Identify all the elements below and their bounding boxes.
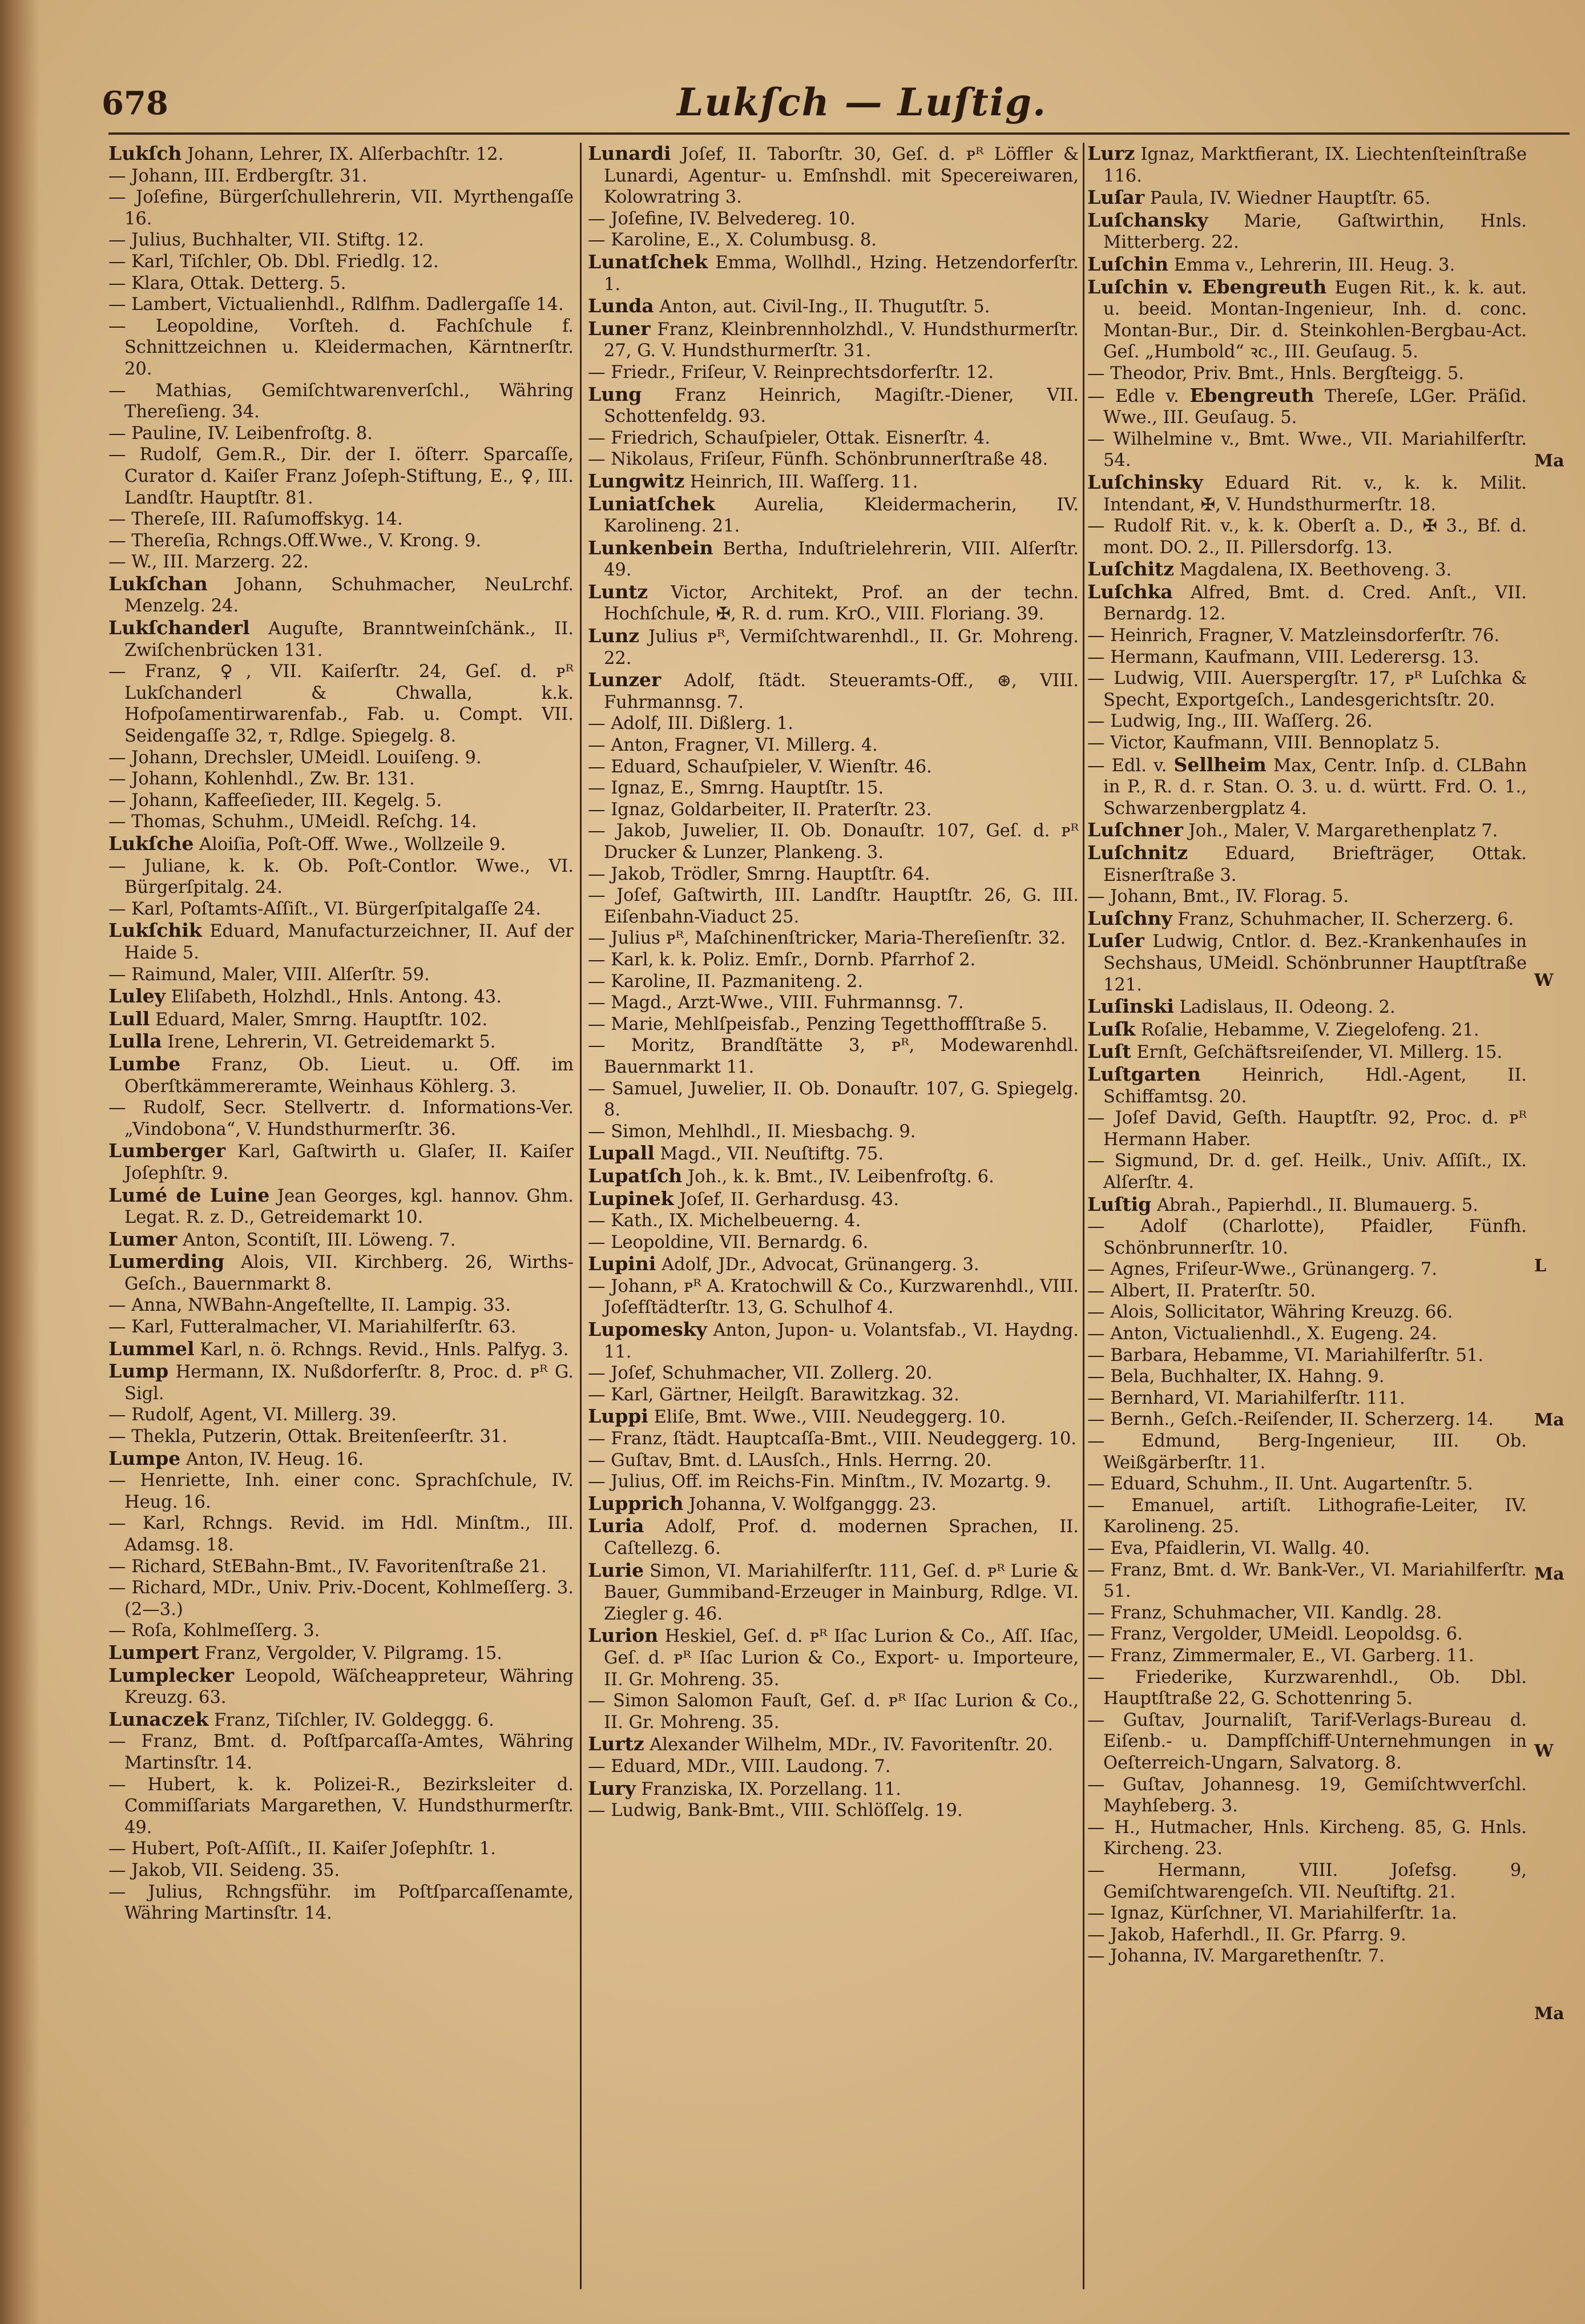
directory-entry: — Edl. v. Sellheim Max, Centr. Inſp. d. CLBahn in P., R. d. r. Stan. O. 3. u. d. württ. Frd. O. 1., Schwarzenbergplatz 4. [1087,753,1527,819]
directory-entry: — Moritz, Brandſtätte 3, ᴘᴿ, Modewarenhdl. Bauernmarkt 11. [588,1036,1079,1077]
facing-page-fragment: Ma [1534,1410,1564,1430]
directory-entry: — Franz, ſtädt. Hauptcaſſa-Bmt., VIII. Neudeggerg. 10. [588,1429,1076,1449]
directory-entry: Lung Franz Heinrich, Magiſtr.-Diener, VII. Schottenfeldg. 93. [588,382,1079,427]
directory-entry: Lumpert Franz, Vergolder, V. Pilgramg. 15. [108,1641,502,1664]
column-left [108,143,574,2301]
directory-entry: Lumberger Karl, Gaſtwirth u. Glaſer, II. Kaiſer Joſephſtr. 9. [108,1139,574,1183]
directory-entry: Lurie Simon, VI. Mariahilferſtr. 111, Geſ. d. ᴘᴿ Lurie & Bauer, Gummiband-Erzeuger in Mainburg, Rdlge. VI. Ziegler g. 46. [588,1558,1079,1624]
directory-entry: — Johann, Kohlenhdl., Zw. Br. 131. [108,769,415,790]
directory-entry: Luniatſchek Aurelia, Kleidermacherin, IV. Karolineng. 21. [588,492,1079,537]
directory-entry: Luſchny Franz, Schuhmacher, II. Scherzerg. 6. [1087,907,1514,929]
directory-entry: — Juliane, k. k. Ob. Poſt-Contlor. Wwe., VI. Bürgerſpitalg. 24. [108,856,574,898]
directory-entry: Lumbe Franz, Ob. Lieut. u. Off. im Oberſtkämmereramte, Weinhaus Köhlerg. 3. [108,1052,574,1097]
directory-entry: — Joſef, Schuhmacher, VII. Zollerg. 20. [588,1363,933,1384]
directory-entry: — Adolf (Charlotte), Pfaidler, Fünfh. Schönbrunnerſtr. 10. [1087,1217,1527,1258]
directory-entry: Lury Franziska, IX. Porzellang. 11. [588,1777,901,1799]
directory-entry: Lupini Adolf, JDr., Advocat, Grünangerg. 3. [588,1252,979,1275]
directory-entry: — Marie, Mehlſpeisfab., Penzing Tegetthoffſtraße 5. [588,1014,1048,1034]
directory-entry: — Guſtav, Bmt. d. LAusſch., Hnls. Herrng. 20. [588,1450,992,1471]
directory-entry: Luſar Paula, IV. Wiedner Hauptſtr. 65. [1087,186,1431,209]
directory-entry: — Johann, Kaffeeſieder, III. Kegelg. 5. [108,790,442,811]
directory-entry: — Leopoldine, VII. Bernardg. 6. [588,1232,869,1252]
directory-entry: — Johann, III. Erdbergſtr. 31. [108,166,368,186]
directory-entry: — Adolf, III. Dißlerg. 1. [588,714,793,734]
directory-entry: — Ignaz, E., Smrng. Hauptſtr. 15. [588,778,884,799]
directory-entry: — Jakob, Juwelier, II. Ob. Donauſtr. 107, Geſ. d. ᴘᴿ Drucker & Lunzer, Plankeng. 3. [588,821,1079,863]
directory-entry: Lurion Heskiel, Geſ. d. ᴘᴿ Iſac Lurion & Co., Aſſ. Iſac, Geſ. d. ᴘᴿ Iſac Lurion & Co., Export- u. Importeure, II. Gr. Mohreng. 35. [588,1624,1079,1690]
directory-entry: — Thekla, Putzerin, Ottak. Breitenſeerſtr. 31. [108,1427,507,1447]
directory-entry: Lukſchik Eduard, Manufacturzeichner, II. Auf der Haide 5. [108,919,574,963]
column-middle [588,143,1079,2301]
directory-entry: — Bernhard, VI. Mariahilferſtr. 111. [1087,1388,1405,1408]
directory-entry: — Friedrich, Schauſpieler, Ottak. Eisnerſtr. 4. [588,428,990,448]
directory-entry: — Theodor, Priv. Bmt., Hnls. Bergſteigg. 5. [1087,363,1465,384]
directory-entry: — Edmund, Berg-Ingenieur, III. Ob. Weißgärberſtr. 11. [1087,1431,1527,1473]
directory-entry: Luſchansky Marie, Gaſtwirthin, Hnls. Mitterberg. 22. [1087,208,1527,253]
directory-entry: — Karl, Rchngs. Revid. im Hdl. Minſtm., III. Adamsg. 18. [108,1513,574,1555]
directory-entry: Luſer Ludwig, Cntlor. d. Bez.-Krankenhauſes in Sechshaus, UMeidl. Schönbrunner Hauptſtraße 121. [1087,929,1527,995]
directory-entry: — Eduard, MDr., VIII. Laudong. 7. [588,1756,891,1777]
directory-entry: — Jakob, VII. Seideng. 35. [108,1860,340,1880]
directory-entry: — Eduard, Schauſpieler, V. Wienſtr. 46. [588,756,932,777]
directory-entry: — Ludwig, Bank-Bmt., VIII. Schlöſſelg. 19. [588,1801,963,1821]
directory-entry: — Henriette, Inh. einer conc. Sprachſchule, IV. Heug. 16. [108,1471,574,1512]
directory-entry: — Franz, Vergolder, UMeidl. Leopoldsg. 6. [1087,1624,1463,1645]
directory-entry: — Bela, Buchhalter, IX. Hahng. 9. [1087,1367,1385,1387]
directory-entry: — Joſefine, Bürgerſchullehrerin, VII. Myrthengaſſe 16. [108,187,574,229]
directory-entry: Lupall Magd., VII. Neuſtiftg. 75. [588,1142,884,1165]
directory-entry: — Roſa, Kohlmeſſerg. 3. [108,1621,320,1641]
book-gutter [0,0,40,2324]
running-head: Lukſch — Luſtig. [676,80,1047,124]
directory-entry: Lumerding Alois, VII. Kirchberg. 26, Wirths-Geſch., Bauernmarkt 8. [108,1250,574,1294]
column-right [1087,143,1527,2301]
directory-entry: — Guſtav, Johannesg. 19, Gemiſchtwverſchl. Mayhſeberg. 3. [1087,1774,1527,1816]
directory-entry: Lukſch Johann, Lehrer, IX. Alſerbachſtr. 12. [108,143,504,164]
directory-entry: — Franz, Schuhmacher, VII. Kandlg. 28. [1087,1602,1442,1623]
directory-entry: — Emanuel, artiſt. Lithografie-Leiter, IV. Karolineng. 25. [1087,1495,1527,1537]
directory-entry: Lunatſchek Emma, Wollhdl., Hzing. Hetzendorferſtr. 1. [588,250,1079,295]
directory-entry: — Franz, Bmt. d. Wr. Bank-Ver., VI. Mariahilferſtr. 51. [1087,1560,1527,1602]
directory-entry: — Karl, Futteralmacher, VI. Mariahilferſtr. 63. [108,1317,517,1338]
directory-entry: — Joſefine, IV. Belvedereg. 10. [588,208,856,229]
directory-entry: Lukſchan Johann, Schuhmacher, NeuLrchf. Menzelg. 24. [108,572,574,617]
directory-entry: — Karl, Poſtamts-Aſſiſt., VI. Bürgerſpitalgaſſe 24. [108,899,541,919]
directory-entry: — Anton, Fragner, VI. Millerg. 4. [588,735,878,756]
directory-entry: Lurtz Alexander Wilhelm, MDr., IV. Favoritenſtr. 20. [588,1733,1054,1755]
directory-entry: Luſinski Ladislaus, II. Odeong. 2. [1087,995,1396,1018]
directory-entry: — Hubert, k. k. Polizei-R., Bezirksleiter d. Commiſſariats Margarethen, V. Hundsthurmerſtr. 49. [108,1774,574,1838]
directory-entry: — H., Hutmacher, Hnls. Kircheng. 85, G. Hnls. Kircheng. 23. [1087,1817,1527,1859]
facing-page-fragment: L [1534,1256,1547,1276]
directory-entry: — Julius ᴘᴿ, Maſchinenſtricker, Maria-Thereſienſtr. 32. [588,928,1066,949]
directory-entry: Lunkenbein Bertha, Induſtrielehrerin, VIII. Alſerſtr. 49. [588,536,1079,581]
directory-entry: — Hermann, VIII. Joſefsg. 9, Gemiſchtwarengeſch. VII. Neuſtiftg. 21. [1087,1860,1527,1902]
directory-entry: — Johann, Bmt., IV. Florag. 5. [1087,887,1349,907]
directory-entry: Lukſche Aloiſia, Poſt-Off. Wwe., Wollzeile 9. [108,832,506,855]
directory-entry: Lukſchanderl Auguſte, Branntweinſchänk., II. Zwiſchenbrücken 131. [108,617,574,660]
directory-entry: Luſk Roſalie, Hebamme, V. Ziegelofeng. 21. [1087,1017,1479,1040]
directory-entry: — Agnes, Friſeur-Wwe., Grünangerg. 7. [1087,1259,1437,1280]
directory-entry: Luley Eliſabeth, Holzhdl., Hnls. Antong. 43. [108,985,502,1008]
directory-entry: — Anton, Victualienhdl., X. Eugeng. 24. [1087,1324,1437,1344]
directory-entry: — Hubert, Poſt-Aſſiſt., II. Kaiſer Joſephſtr. 1. [108,1839,496,1859]
directory-entry: Luſtig Abrah., Papierhdl., II. Blumauerg. 5. [1087,1193,1478,1215]
directory-entry: — Sigmund, Dr. d. geſ. Heilk., Univ. Aſſiſt., IX. Alſerſtr. 4. [1087,1151,1527,1193]
directory-entry: Lull Eduard, Maler, Smrng. Hauptſtr. 102. [108,1007,488,1030]
directory-entry: Lunzer Adolf, ſtädt. Steueramts-Off., ⊛, VIII. Fuhrmannsg. 7. [588,668,1079,712]
directory-entry: — W., III. Marzerg. 22. [108,552,309,573]
directory-entry: — Simon, Mehlhdl., II. Miesbachg. 9. [588,1121,916,1142]
directory-entry: — Rudolf, Gem.R., Dir. der I. öſterr. Sparcaſſe, Curator d. Kaiſer Franz Joſeph-Stiftung, E., ♀, III. Landſtr. Hauptſtr. 81. [108,445,574,508]
directory-entry: — Jakob, Haferhdl., II. Gr. Pfarrg. 9. [1087,1924,1406,1945]
directory-entry: — Kath., IX. Michelbeuerng. 4. [588,1211,861,1231]
directory-entry: — Karoline, II. Pazmaniteng. 2. [588,971,864,992]
directory-entry: — Rudolf, Secr. Stellvertr. d. Informations-Ver. „Vindobona“, V. Hundsthurmerſtr. 36. [108,1098,574,1139]
directory-entry: — Thomas, Schuhm., UMeidl. Reſchg. 14. [108,812,477,832]
directory-entry: Lump Hermann, IX. Nußdorferſtr. 8, Proc. d. ᴘᴿ G. Sigl. [108,1360,574,1404]
directory-entry: — Franz, Zimmermaler, E., VI. Garberg. 11. [1087,1645,1474,1666]
directory-entry: — Barbara, Hebamme, VI. Mariahilferſtr. 51. [1087,1345,1484,1366]
directory-entry: — Eva, Pfaidlerin, VI. Wallg. 40. [1087,1538,1370,1558]
directory-entry: — Wilhelmine v., Bmt. Wwe., VII. Mariahilferſtr. 54. [1087,429,1527,471]
directory-entry: — Jakob, Trödler, Smrng. Hauptſtr. 64. [588,864,930,884]
directory-entry: — Thereſe, III. Raſumoffskyg. 14. [108,509,403,530]
directory-entry: Lurz Ignaz, Marktfierant, IX. Liechtenſteinſtraße 116. [1087,143,1527,186]
facing-page-fragment: W [1534,1741,1554,1761]
directory-entry: — Friederike, Kurzwarenhdl., Ob. Dbl. Hauptſtraße 22, G. Schottenring 5. [1087,1667,1527,1709]
directory-entry: — Hermann, Kaufmann, VIII. Lederersg. 13. [1087,647,1479,667]
directory-entry: Lunda Anton, aut. Civil-Ing., II. Thugutſtr. 5. [588,295,990,317]
directory-entry: Luntz Victor, Architekt, Prof. an der techn. Hochſchule, ✠, R. d. rum. KrO., VIII. Floriang. 39. [588,580,1079,625]
header-rule [108,132,1570,135]
directory-entry: — Nikolaus, Friſeur, Fünfh. Schönbrunnerſtraße 48. [588,449,1048,470]
directory-entry: — Franz, Bmt. d. Poſtſparcaſſa-Amtes, Währing Martinsſtr. 14. [108,1731,574,1773]
directory-entry: — Franz, ♀, VII. Kaiſerſtr. 24, Geſ. d. ᴘᴿ Lukſchanderl & Chwalla, k.k. Hofpoſamentirwarenfab., Fab. u. Compt. VII. Seidengaſſe 32, ᴛ, Rdlge. Spiegelg. 8. [108,662,574,747]
directory-entry: — Victor, Kaufmann, VIII. Bennoplatz 5. [1087,733,1440,754]
directory-entry: — Julius, Rchngsführ. im Poſtſparcaſſenamte, Währing Martinsſtr. 14. [108,1882,574,1924]
directory-entry: — Johann, Drechsler, UMeidl. Louiſeng. 9. [108,747,482,768]
directory-entry: — Friedr., Friſeur, V. Reinprechtsdorferſtr. 12. [588,362,994,382]
directory-entry: Lupprich Johanna, V. Wolfganggg. 23. [588,1492,937,1515]
directory-entry: — Albert, II. Praterſtr. 50. [1087,1280,1316,1301]
directory-entry: Luſchitz Magdalena, IX. Beethoveng. 3. [1087,558,1452,581]
directory-entry: Lunaczek Franz, Tiſchler, IV. Goldeggg. 6. [108,1707,494,1730]
directory-entry: — Joſef David, Geſth. Hauptſtr. 92, Proc. d. ᴘᴿ Hermann Haber. [1087,1108,1527,1150]
directory-entry: Lulla Irene, Lehrerin, VI. Getreidemarkt 5. [108,1030,496,1053]
directory-entry: — Guſtav, Journaliſt, Tarif-Verlags-Bureau d. Eiſenb.- u. Dampfſchiff-Unternehmungen in Oeſterreich-Ungarn, Salvatorg. 8. [1087,1710,1527,1773]
directory-entry: Luſt Ernſt, Geſchäftsreiſender, VI. Millerg. 15. [1087,1040,1503,1063]
directory-entry: — Ludwig, Ing., III. Waſſerg. 26. [1087,711,1373,732]
directory-entry: — Edle v. Ebengreuth Thereſe, LGer. Präſid. Wwe., III. Geuſaug. 5. [1087,384,1527,428]
directory-entry: — Rudolf Rit. v., k. k. Oberſt a. D., ✠ 3., Bf. d. mont. DO. 2., II. Pillersdorfg. 13. [1087,516,1527,558]
directory-entry: — Richard, StEBahn-Bmt., IV. Favoritenſtraße 21. [108,1556,547,1577]
directory-entry: — Karl, Tiſchler, Ob. Dbl. Friedlg. 12. [108,251,439,272]
directory-entry: — Bernh., Geſch.-Reiſender, II. Scherzerg. 14. [1087,1409,1494,1430]
directory-entry: — Mathias, Gemiſchtwarenverſchl., Währing Thereſieng. 34. [108,380,574,422]
directory-entry: — Raimund, Maler, VIII. Alſerſtr. 59. [108,964,430,985]
directory-entry: Luria Adolf, Prof. d. modernen Sprachen, II. Caſtellezg. 6. [588,1515,1079,1558]
directory-entry: — Magd., Arzt-Wwe., VIII. Fuhrmannsg. 7. [588,993,964,1013]
directory-entry: Lumpe Anton, IV. Heug. 16. [108,1447,364,1469]
directory-entry: — Pauline, IV. Leibenfroſtg. 8. [108,423,373,444]
page-number: 678 [102,84,168,122]
directory-entry: Luſchner Joh., Maler, V. Margarethenplatz 7. [1087,819,1498,841]
directory-entry: Lunz Julius ᴘᴿ, Vermiſchtwarenhdl., II. Gr. Mohreng. 22. [588,625,1079,668]
directory-entry: — Julius, Buchhalter, VII. Stiftg. 12. [108,230,424,251]
directory-entry: — Simon Salomon Fauſt, Geſ. d. ᴘᴿ Iſac Lurion & Co., II. Gr. Mohreng. 35. [588,1691,1079,1733]
directory-entry: — Richard, MDr., Univ. Priv.-Docent, Kohlmeſſerg. 3. (2—3.) [108,1578,574,1620]
directory-entry: Luppi Eliſe, Bmt. Wwe., VIII. Neudeggerg. 10. [588,1405,1006,1428]
directory-entry: — Ludwig, VIII. Auerspergſtr. 17, ᴘᴿ Luſchka & Specht, Exportgeſch., Landesgerichtsſtr. 20. [1087,668,1527,710]
directory-entry: — Samuel, Juwelier, II. Ob. Donauſtr. 107, G. Spiegelg. 8. [588,1078,1079,1121]
directory-entry: — Joſef, Gaſtwirth, III. Landſtr. Hauptſtr. 26, G. III. Eiſenbahn-Viaduct 25. [588,885,1079,927]
directory-entry: — Thereſia, Rchngs.Off.Wwe., V. Krong. 9. [108,530,482,551]
directory-entry: Luſchin v. Ebengreuth Eugen Rit., k. k. aut. u. beeid. Montan-Ingenieur, Inh. d. conc. Montan-Bur., Dir. d. Steinkohlen-Bergbau-Act. Geſ. „Humbold“ ꝛc., III. Geuſaug. 5. [1087,275,1527,363]
directory-entry: — Karl, k. k. Poliz. Emſr., Dornb. Pfarrhof 2. [588,949,976,970]
directory-entry: — Lambert, Victualienhdl., Rdlfhm. Dadlergaſſe 14. [108,295,564,315]
directory-entry: Lupatſch Joh., k. k. Bmt., IV. Leibenfroſtg. 6. [588,1164,994,1187]
directory-entry: — Julius, Off. im Reichs-Fin. Minſtm., IV. Mozartg. 9. [588,1472,1052,1492]
directory-entry: — Rudolf, Agent, VI. Millerg. 39. [108,1405,397,1425]
facing-page-fragment: Ma [1534,2004,1564,2024]
directory-entry: — Eduard, Schuhm., II. Unt. Augartenſtr. 5. [1087,1474,1473,1495]
directory-entry: — Johanna, IV. Margarethenſtr. 7. [1087,1946,1385,1967]
directory-entry: Lumé de Luine Jean Georges, kgl. hannov. Ghm. Legat. R. z. D., Getreidemarkt 10. [108,1183,574,1228]
facing-page-fragment: W [1534,970,1554,990]
directory-entry: Luſchka Alfred, Bmt. d. Cred. Anſt., VII. Bernardg. 12. [1087,580,1527,625]
directory-entry: — Ignaz, Goldarbeiter, II. Praterſtr. 23. [588,799,932,820]
directory-entry: Luſchinsky Eduard Rit. v., k. k. Milit. Intendant, ✠, V. Hundsthurmerſtr. 18. [1087,470,1527,515]
directory-entry: Lupomesky Anton, Jupon- u. Volantsfab., VI. Haydng. 11. [588,1318,1079,1362]
directory-entry: Lummel Karl, n. ö. Rchngs. Revid., Hnls. Palfyg. 3. [108,1337,569,1360]
directory-entry: — Klara, Ottak. Detterg. 5. [108,273,346,293]
directory-entry: — Leopoldine, Vorſteh. d. Fachſchule f. Schnittzeichnen u. Kleidermachen, Kärntnerſtr. 20. [108,316,574,379]
column-divider [1083,143,1084,2289]
facing-page-fragment: Ma [1534,451,1564,471]
facing-page-edge [1530,143,1581,2312]
facing-page-fragment: Ma [1534,1564,1564,1584]
directory-entry: Lupinek Joſef, II. Gerhardusg. 43. [588,1187,900,1210]
directory-entry: Lungwitz Heinrich, III. Waſſerg. 11. [588,469,918,492]
directory-entry: — Heinrich, Fragner, V. Matzleinsdorferſtr. 76. [1087,626,1500,646]
directory-entry: — Johann, ᴘᴿ A. Kratochwill & Co., Kurzwarenhdl., VIII. Joſefſtädterſtr. 13, G. Schulhof 4. [588,1276,1079,1318]
column-divider [580,143,582,2289]
directory-entry: Lumplecker Leopold, Wäſcheappreteur, Währing Kreuzg. 63. [108,1664,574,1708]
directory-entry: Luner Franz, Kleinbrennholzhdl., V. Hundsthurmerſtr. 27, G. V. Hundsthurmerſtr. 31. [588,317,1079,361]
directory-entry: — Karl, Gärtner, Heilgſt. Barawitzkag. 32. [588,1384,959,1405]
directory-entry: — Alois, Sollicitator, Währing Kreuzg. 66. [1087,1302,1453,1323]
directory-entry: — Karoline, E., X. Columbusg. 8. [588,230,877,251]
directory-entry: Luſchnitz Eduard, Briefträger, Ottak. Eisnerſtraße 3. [1087,841,1527,885]
directory-entry: Luſtgarten Heinrich, Hdl.-Agent, II. Schiffamtsg. 20. [1087,1062,1527,1107]
directory-entry: — Anna, NWBahn-Angeſtellte, II. Lampig. 33. [108,1295,511,1316]
directory-entry: Luſchin Emma v., Lehrerin, III. Heug. 3. [1087,252,1455,275]
directory-entry: — Ignaz, Kürſchner, VI. Mariahilferſtr. 1a. [1087,1903,1457,1924]
directory-entry: Lunardi Joſef, II. Taborſtr. 30, Geſ. d. ᴘᴿ Löffler & Lunardi, Agentur- u. Emſnshdl. mit Specereiwaren, Kolowratring 3. [588,143,1079,208]
directory-entry: Lumer Anton, Scontiſt, III. Löweng. 7. [108,1227,456,1250]
